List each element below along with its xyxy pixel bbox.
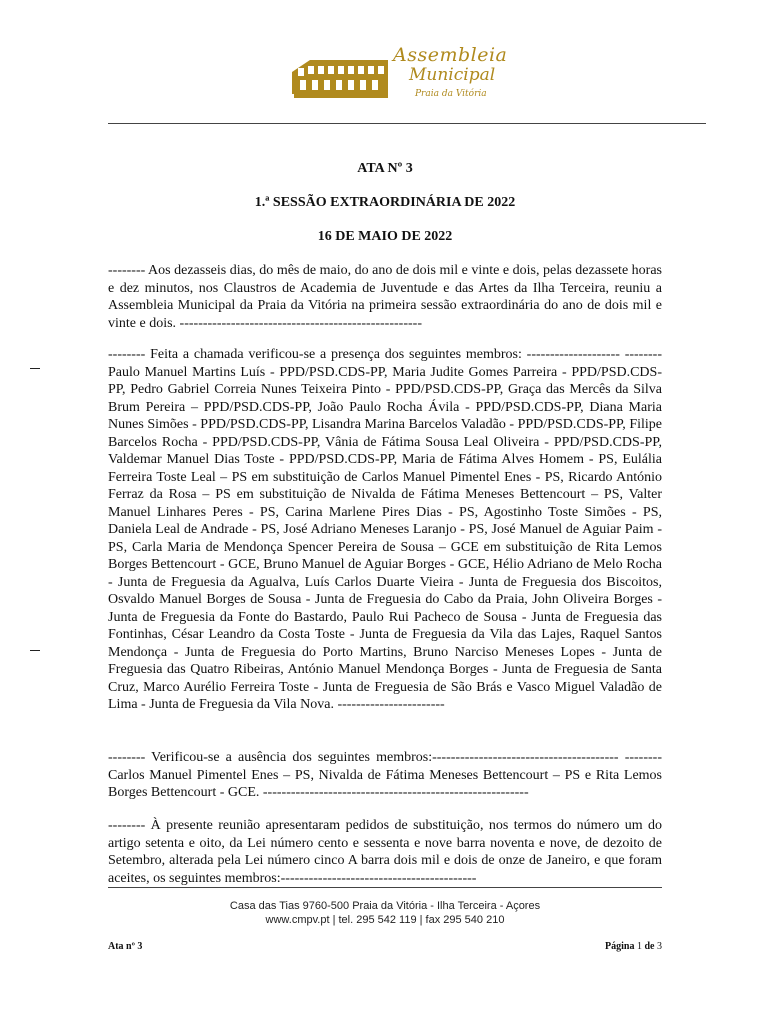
page-total: 3: [657, 941, 662, 952]
page-number: [560, 941, 662, 952]
margin-mark: [30, 368, 40, 369]
footer-address: Casa das Tias 9760-500 Praia da Vitória - Ilha Terceira - Açores: [229, 900, 541, 912]
page-current: 1: [637, 941, 642, 952]
page-word: Página: [605, 941, 635, 952]
footer-contacts: www.cmpv.pt | tel. 295 542 119 | fax 295 540 210: [265, 914, 505, 926]
paragraph-substitutions: -------- À presente reunião apresentaram pedidos de substituição, nos termos do número um do artigo setenta e oito, da Lei número cento e sessenta e nove barra noventa e nove, de dezoito de Setembro, alterada pela Lei número cinco A barra dois mil e dois de onze de Janeiro, e que foram aceites, os seguintes membros:------------------------------------------: [108, 818, 662, 886]
session-title: 1.ª SESSÃO EXTRAORDINÁRIA DE 2022: [254, 195, 516, 210]
paragraph-opening: -------- Aos dezasseis dias, do mês de maio, do ano de dois mil e vinte e dois, pelas dezassete horas e dez minutos, nos Claustros de Academia de Juventude e das Artes da Ilha Terceira, reuniu a Assembleia Municipal da Praia da Vitória na primeira sessão extraordinária do ano de dois mil e vinte e dois. ----------------------------------------------------: [108, 263, 662, 331]
paragraph-absences: -------- Verificou-se a ausência dos seguintes membros:---------------------------------------- --------Carlos Manuel Pimentel Enes – PS, Nivalda de Fátima Meneses Bettencourt – PS e Rita Lemos Borges Bettencourt - GCE. ---------------------------------------------------------: [108, 750, 662, 800]
margin-mark: [30, 650, 40, 651]
header-divider: [108, 123, 706, 124]
logo-line-2: Municipal: [409, 65, 496, 85]
paragraph-attendance: -------- Feita a chamada verificou-se a presença dos seguintes membros: -------------------- -------- Paulo Manuel Martins Luís - PPD/PSD.CDS-PP, Maria Judite Gomes Parreira - PPD/PSD.CDS-PP, Pedro Gabriel Correia Nunes Teixeira Pinto - PPD/PSD.CDS-PP, Graça das Mercês da Silva Brum Pereira – PPD/PSD.CDS-PP, João Paulo Rocha Ávila - PPD/PSD.CDS-PP, Diana Maria Nunes Simões - PPD/PSD.CDS-PP, Lisandra Marina Barcelos Valadão - PPD/PSD.CDS-PP, Filipe Barcelos Rocha - PPD/PSD.CDS-PP, Vânia de Fátima Sousa Leal Oliveira - PPD/PSD.CDS-PP, Valdemar Manuel Dias Toste - PPD/PSD.CDS-PP, Maria de Fátima Alves Homem - PS, Eulália Ferreira Toste Leal – PS em substituição de Carlos Manuel Pimentel Enes - PS, Ricardo António Ferraz da Rosa – PS em substituição de Nivalda de Fátima Meneses Bettencourt – PS, Valter Manuel Linhares Peres - PS, Carina Marlene Pires Dias - PS, Agostinho Toste Simões - PS, Daniela Leal de Andrade - PS, José Adriano Meneses Laranjo - PS, José Manuel de Aguiar Paim - PS, Carla Maria de Mendonça Spencer Pereira de Sousa – GCE em substituição de Rita Lemos Borges Bettencourt - GCE, Bruno Manuel de Aguiar Borges - GCE, Hélio Adriano de Melo Rocha - Junta de Freguesia da Agualva, Luís Carlos Duarte Vieira - Junta de Freguesia dos Biscoitos, Osvaldo Manuel Borges de Sousa - Junta de Freguesia do Cabo da Praia, John Oliveira Borges - Junta de Freguesia da Fonte do Bastardo, Paulo Rui Pacheco de Sousa - Junta de Freguesia das Fontinhas, César Leandro da Costa Toste - Junta de Freguesia da Vila das Lajes, Raquel Santos Mendonça - Junta de Freguesia do Porto Martins, Bruno Narciso Meneses Lopes - Junta de Freguesia das Quatro Ribeiras, António Manuel Mendonça Borges - Junta de Freguesia de Santa Cruz, Marco Aurélio Ferreira Toste - Junta de Freguesia de São Brás e Vasco Miguel Valadão de Lima - Junta de Freguesia da Vila Nova. -----------------------: [108, 347, 662, 712]
logo-wordmark: [393, 46, 507, 99]
session-date: 16 DE MAIO DE 2022: [317, 229, 453, 244]
document-title: ATA Nº 3: [357, 161, 413, 176]
logo-line-1: Assembleia: [393, 44, 508, 66]
logo-line-3: Praia da Vitória: [415, 89, 487, 99]
footer-divider: [108, 887, 662, 888]
ata-label: Ata nº 3: [108, 941, 143, 952]
page-of: de: [644, 941, 655, 952]
